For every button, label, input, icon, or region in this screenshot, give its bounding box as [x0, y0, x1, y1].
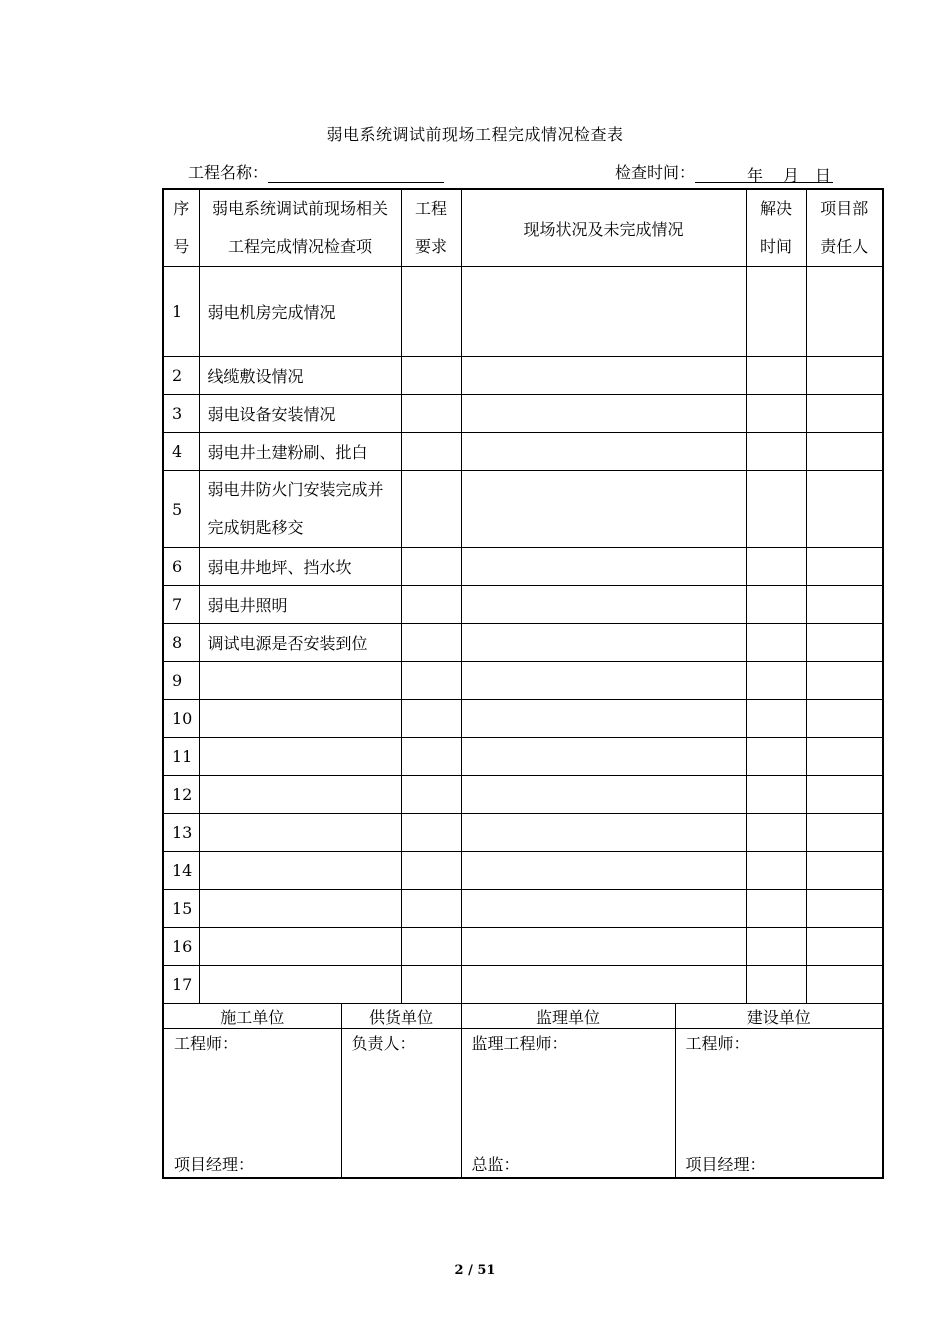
row-resolve-time-cell[interactable] [746, 267, 806, 357]
row-requirement-cell[interactable] [401, 624, 461, 662]
owner-unit-header: 建设单位 [675, 1004, 883, 1029]
table-row [163, 852, 883, 890]
row-number: 8 [163, 624, 199, 662]
check-time-field [615, 160, 833, 183]
row-resolve-time-cell[interactable] [746, 890, 806, 928]
row-number: 12 [163, 776, 199, 814]
row-check-item: 线缆敷设情况 [199, 357, 401, 395]
row-resolve-time-cell[interactable] [746, 966, 806, 1004]
row-requirement-cell[interactable] [401, 776, 461, 814]
row-status-cell[interactable] [461, 395, 746, 433]
row-status-cell[interactable] [461, 433, 746, 471]
supervision-sign-cell[interactable] [461, 1029, 675, 1179]
row-resolve-time-cell[interactable] [746, 586, 806, 624]
row-check-item: 弱电井地坪、挡水坎 [199, 548, 401, 586]
row-owner-cell[interactable] [806, 738, 883, 776]
table-row [163, 267, 883, 357]
header-owner: 项目部 责任人 [806, 189, 883, 267]
row-check-item: 弱电设备安装情况 [199, 395, 401, 433]
owner-sign-cell[interactable] [675, 1029, 883, 1179]
table-row [163, 700, 883, 738]
row-number: 1 [163, 267, 199, 357]
header-requirement: 工程 要求 [401, 189, 461, 267]
row-check-item [199, 700, 401, 738]
row-check-item [199, 814, 401, 852]
signoff-body-row [163, 1029, 883, 1179]
row-requirement-cell[interactable] [401, 662, 461, 700]
row-owner-cell[interactable] [806, 267, 883, 357]
row-owner-cell[interactable] [806, 624, 883, 662]
signoff-header-row [163, 1004, 883, 1029]
row-owner-cell[interactable] [806, 852, 883, 890]
project-name-label: 工程名称： [188, 163, 269, 182]
row-number: 15 [163, 890, 199, 928]
table-row [163, 586, 883, 624]
construction-manager-label: 项目经理： [174, 1155, 255, 1174]
row-check-item [199, 852, 401, 890]
signoff-table [162, 1003, 884, 1179]
check-time-label: 检查时间： [615, 163, 696, 182]
row-number: 17 [163, 966, 199, 1004]
supervision-engineer-label: 监理工程师： [471, 1034, 568, 1053]
row-resolve-time-cell[interactable] [746, 433, 806, 471]
table-row [163, 928, 883, 966]
row-status-cell[interactable] [461, 548, 746, 586]
chief-supervisor-label: 总监： [471, 1155, 520, 1174]
supplier-sign-cell[interactable] [341, 1029, 461, 1179]
row-resolve-time-cell[interactable] [746, 928, 806, 966]
table-row [163, 357, 883, 395]
table-row [163, 966, 883, 1004]
row-requirement-cell[interactable] [401, 966, 461, 1004]
row-status-cell[interactable] [461, 624, 746, 662]
row-owner-cell[interactable] [806, 776, 883, 814]
row-number: 7 [163, 586, 199, 624]
row-requirement-cell[interactable] [401, 357, 461, 395]
construction-sign-cell[interactable] [163, 1029, 341, 1179]
owner-manager-label: 项目经理： [685, 1155, 766, 1174]
owner-engineer-label: 工程师： [685, 1034, 750, 1053]
row-check-item [199, 662, 401, 700]
row-owner-cell[interactable] [806, 662, 883, 700]
day-label: 日 [815, 166, 832, 185]
project-name-field [188, 160, 444, 183]
row-status-cell[interactable] [461, 928, 746, 966]
row-resolve-time-cell[interactable] [746, 662, 806, 700]
row-number: 16 [163, 928, 199, 966]
row-status-cell[interactable] [461, 357, 746, 395]
row-number: 5 [163, 471, 199, 548]
row-status-cell[interactable] [461, 776, 746, 814]
header-resolve-time: 解决 时间 [746, 189, 806, 267]
table-row [163, 433, 883, 471]
row-owner-cell[interactable] [806, 471, 883, 548]
row-resolve-time-cell[interactable] [746, 814, 806, 852]
construction-unit-header: 施工单位 [163, 1004, 341, 1029]
row-check-item [199, 776, 401, 814]
row-number: 14 [163, 852, 199, 890]
row-status-cell[interactable] [461, 890, 746, 928]
row-check-item: 调试电源是否安装到位 [199, 624, 401, 662]
row-resolve-time-cell[interactable] [746, 395, 806, 433]
row-number: 13 [163, 814, 199, 852]
table-row [163, 662, 883, 700]
row-owner-cell[interactable] [806, 890, 883, 928]
row-check-item: 弱电井照明 [199, 586, 401, 624]
header-seq: 序 号 [163, 189, 199, 267]
row-number: 3 [163, 395, 199, 433]
row-owner-cell[interactable] [806, 928, 883, 966]
header-item: 弱电系统调试前现场相关 工程完成情况检查项 [199, 189, 401, 267]
supplier-responsible-label: 负责人： [351, 1034, 416, 1053]
row-owner-cell[interactable] [806, 814, 883, 852]
row-status-cell[interactable] [461, 966, 746, 1004]
row-owner-cell[interactable] [806, 395, 883, 433]
row-check-item [199, 966, 401, 1004]
row-status-cell[interactable] [461, 471, 746, 548]
row-requirement-cell[interactable] [401, 433, 461, 471]
inspection-table [162, 188, 884, 1004]
row-resolve-time-cell[interactable] [746, 776, 806, 814]
row-number: 11 [163, 738, 199, 776]
row-status-cell[interactable] [461, 814, 746, 852]
row-requirement-cell[interactable] [401, 471, 461, 548]
row-check-item: 弱电机房完成情况 [199, 267, 401, 357]
table-row [163, 395, 883, 433]
row-requirement-cell[interactable] [401, 738, 461, 776]
table-row [163, 471, 883, 548]
row-number: 9 [163, 662, 199, 700]
row-status-cell[interactable] [461, 267, 746, 357]
table-row [163, 548, 883, 586]
construction-engineer-label: 工程师： [174, 1034, 239, 1053]
row-status-cell[interactable] [461, 852, 746, 890]
row-requirement-cell[interactable] [401, 586, 461, 624]
row-requirement-cell[interactable] [401, 395, 461, 433]
row-owner-cell[interactable] [806, 548, 883, 586]
row-owner-cell[interactable] [806, 357, 883, 395]
row-requirement-cell[interactable] [401, 814, 461, 852]
year-label: 年 [747, 166, 764, 185]
row-requirement-cell[interactable] [401, 928, 461, 966]
month-label: 月 [783, 166, 800, 185]
row-resolve-time-cell[interactable] [746, 624, 806, 662]
row-resolve-time-cell[interactable] [746, 700, 806, 738]
row-resolve-time-cell[interactable] [746, 852, 806, 890]
row-requirement-cell[interactable] [401, 700, 461, 738]
row-status-cell[interactable] [461, 662, 746, 700]
row-requirement-cell[interactable] [401, 890, 461, 928]
row-owner-cell[interactable] [806, 586, 883, 624]
supervision-unit-header: 监理单位 [461, 1004, 675, 1029]
row-resolve-time-cell[interactable] [746, 357, 806, 395]
table-row [163, 776, 883, 814]
row-owner-cell[interactable] [806, 433, 883, 471]
row-owner-cell[interactable] [806, 700, 883, 738]
row-requirement-cell[interactable] [401, 852, 461, 890]
row-check-item [199, 890, 401, 928]
row-status-cell[interactable] [461, 586, 746, 624]
form-title: 弱电系统调试前现场工程完成情况检查表 [326, 125, 624, 144]
row-resolve-time-cell[interactable] [746, 738, 806, 776]
table-header-row [163, 189, 883, 267]
row-resolve-time-cell[interactable] [746, 471, 806, 548]
row-check-item: 弱电井土建粉刷、批白 [199, 433, 401, 471]
table-row [163, 890, 883, 928]
row-check-item: 弱电井防火门安装完成并完成钥匙移交 [199, 471, 401, 548]
check-time-blank[interactable] [695, 164, 833, 183]
project-name-blank[interactable] [268, 164, 444, 183]
row-number: 2 [163, 357, 199, 395]
row-number: 10 [163, 700, 199, 738]
header-status: 现场状况及未完成情况 [461, 189, 746, 267]
table-row [163, 624, 883, 662]
row-owner-cell[interactable] [806, 966, 883, 1004]
table-row [163, 738, 883, 776]
table-row [163, 814, 883, 852]
row-resolve-time-cell[interactable] [746, 548, 806, 586]
page-number: 2 / 51 [454, 1263, 496, 1278]
supplier-unit-header: 供货单位 [341, 1004, 461, 1029]
row-number: 6 [163, 548, 199, 586]
row-status-cell[interactable] [461, 738, 746, 776]
row-requirement-cell[interactable] [401, 548, 461, 586]
row-check-item [199, 928, 401, 966]
row-requirement-cell[interactable] [401, 267, 461, 357]
row-number: 4 [163, 433, 199, 471]
row-check-item [199, 738, 401, 776]
row-status-cell[interactable] [461, 700, 746, 738]
